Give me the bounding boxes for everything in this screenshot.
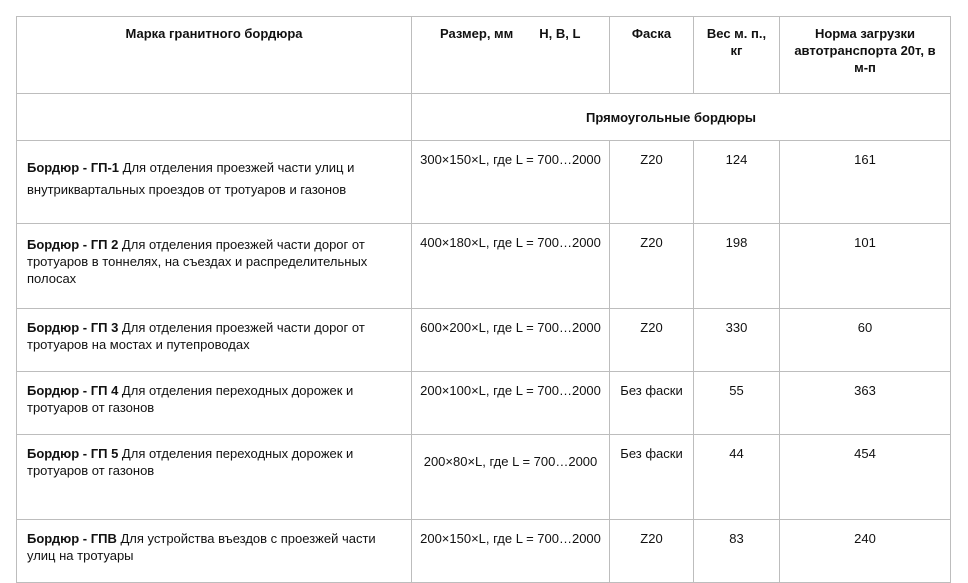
curb-size: 600×200×L, где L = 700…2000 <box>412 309 610 372</box>
table-row <box>17 435 951 520</box>
header-weight: Вес м. п., кг <box>694 17 780 94</box>
curb-weight: 55 <box>694 372 780 435</box>
curb-chamfer: Z20 <box>610 141 694 224</box>
curb-table-container <box>16 16 950 583</box>
curb-name-cell <box>17 435 412 520</box>
table-row <box>17 520 951 583</box>
curb-name: Бордюр - ГПВ <box>27 531 117 546</box>
curb-load: 454 <box>780 435 951 520</box>
curb-load: 363 <box>780 372 951 435</box>
table-row <box>17 141 951 224</box>
granite-curb-table <box>16 16 951 583</box>
table-row <box>17 224 951 309</box>
header-row <box>17 17 951 94</box>
curb-name-cell <box>17 141 412 224</box>
curb-weight: 44 <box>694 435 780 520</box>
curb-weight: 198 <box>694 224 780 309</box>
curb-description: Для устройства въездов с проезжей части улиц на тротуары <box>27 531 376 563</box>
curb-name: Бордюр - ГП 3 <box>27 320 119 335</box>
curb-name-cell <box>17 520 412 583</box>
curb-load: 240 <box>780 520 951 583</box>
section-empty-cell <box>17 94 412 141</box>
section-title: Прямоугольные бордюры <box>412 94 951 141</box>
header-size-dims: H, B, L <box>539 26 581 41</box>
curb-weight: 330 <box>694 309 780 372</box>
curb-description: Для отделения переходных дорожек и тротуаров от газонов <box>27 446 354 478</box>
header-brand: Марка гранитного бордюра <box>17 17 412 94</box>
curb-description: Для отделения проезжей части дорог от тротуаров на мостах и путепроводах <box>27 320 365 352</box>
curb-description: Для отделения проезжей части улиц и внутриквартальных проездов от тротуаров и газонов <box>27 160 355 197</box>
table-row <box>17 309 951 372</box>
curb-name: Бордюр - ГП-1 <box>27 160 120 175</box>
section-row <box>17 94 951 141</box>
curb-name-cell <box>17 224 412 309</box>
curb-name: Бордюр - ГП 5 <box>27 446 119 461</box>
curb-load: 101 <box>780 224 951 309</box>
curb-name: Бордюр - ГП 2 <box>27 237 119 252</box>
curb-size: 300×150×L, где L = 700…2000 <box>412 141 610 224</box>
curb-name-cell <box>17 309 412 372</box>
curb-description: Для отделения переходных дорожек и тротуаров от газонов <box>27 383 354 415</box>
curb-chamfer: Без фаски <box>610 435 694 520</box>
header-size <box>412 17 610 94</box>
header-size-label: Размер, мм <box>440 26 514 41</box>
table-row <box>17 372 951 435</box>
curb-name: Бордюр - ГП 4 <box>27 383 119 398</box>
curb-load: 161 <box>780 141 951 224</box>
curb-size: 400×180×L, где L = 700…2000 <box>412 224 610 309</box>
curb-weight: 83 <box>694 520 780 583</box>
curb-chamfer: Z20 <box>610 224 694 309</box>
curb-chamfer: Z20 <box>610 520 694 583</box>
curb-size: 200×100×L, где L = 700…2000 <box>412 372 610 435</box>
curb-chamfer: Z20 <box>610 309 694 372</box>
curb-size: 200×80×L, где L = 700…2000 <box>412 435 610 520</box>
curb-size: 200×150×L, где L = 700…2000 <box>412 520 610 583</box>
curb-name-cell <box>17 372 412 435</box>
curb-chamfer: Без фаски <box>610 372 694 435</box>
curb-weight: 124 <box>694 141 780 224</box>
header-chamfer: Фаска <box>610 17 694 94</box>
header-load: Норма загрузки автотранспорта 20т, в м-п <box>780 17 951 94</box>
curb-load: 60 <box>780 309 951 372</box>
curb-description: Для отделения проезжей части дорог от тротуаров в тоннелях, на съездах и распределительных полосах <box>27 237 368 286</box>
